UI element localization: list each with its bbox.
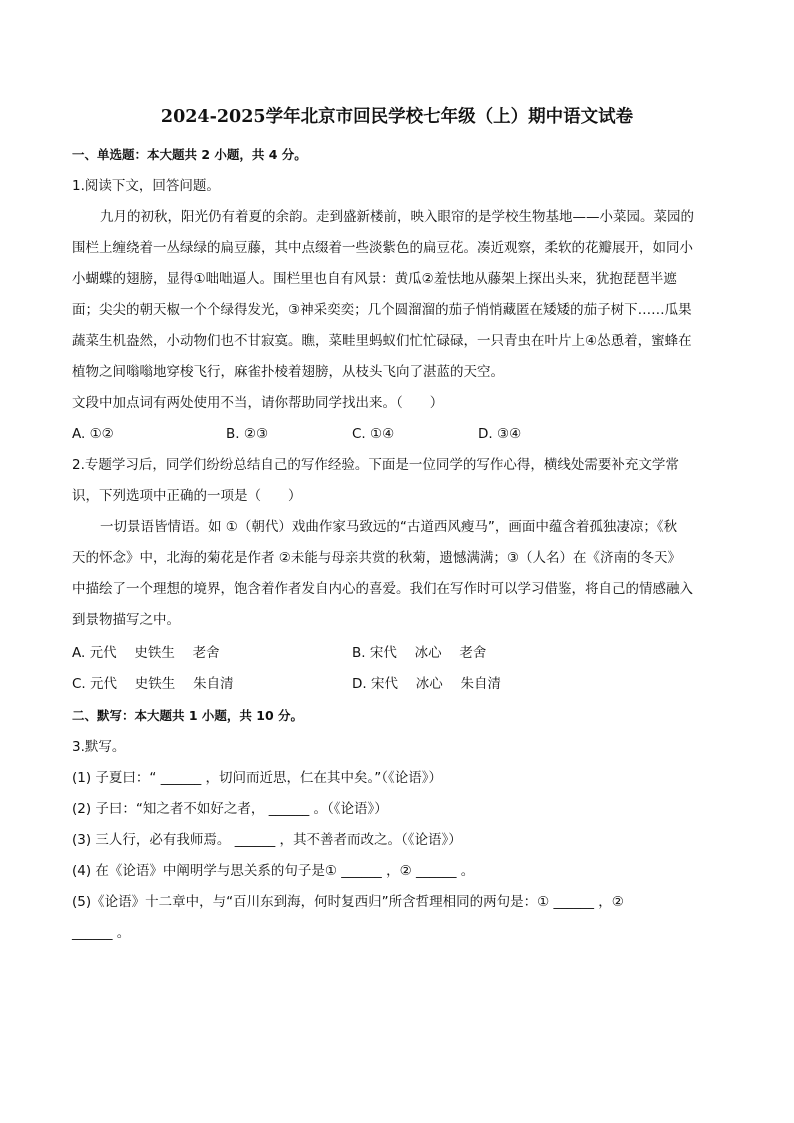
section-heading-dictation: 二、默写：本大题共 1 小题，共 10 分。 — [72, 708, 304, 723]
page-title: 2024-2025学年北京市回民学校七年级（上）期中语文试卷 — [160, 107, 634, 127]
q2-passage-line: 一切景语皆情语。如 ①（朝代）戏曲作家马致远的“古道西风瘦马”，画面中蕴含着孤独凄凉；《秋 — [100, 519, 678, 535]
q1-passage-line: 植物之间嗡嗡地穿梭飞行，麻雀扑棱着翅膀，从枝头飞向了湛蓝的天空。 — [72, 364, 504, 380]
q1-stem: 1.阅读下文，回答问题。 — [72, 178, 220, 194]
q3-item: (5)《论语》十二章中，与“百川东到海，何时复西归”所含哲理相同的两句是：① ______ ，② — [72, 894, 624, 910]
q2-option-c: C. 元代 史铁生 朱自清 — [72, 676, 234, 692]
q1-passage-line: 蔬菜生机盎然，小动物们也不甘寂寞。瞧，菜畦里蚂蚁们忙忙碌碌，一只青虫在叶片上④怂恿着，蜜蜂在 — [72, 333, 692, 349]
q3-item: (1) 子夏曰：“ ______ ，切问而近思，仁在其中矣。”（《论语》） — [72, 770, 442, 786]
q3-item-continuation: ______ 。 — [72, 925, 131, 941]
section-heading-single-choice: 一、单选题：本大题共 2 小题，共 4 分。 — [72, 147, 307, 162]
q2-option-b: B. 宋代 冰心 老舍 — [352, 645, 487, 661]
q3-item: (4) 在《论语》中阐明学与思关系的句子是① ______ ，② ______ 。 — [72, 863, 475, 879]
q2-stem: 识，下列选项中正确的一项是（ ） — [72, 488, 302, 504]
q1-option-a: A. ①② — [72, 426, 114, 442]
q2-passage-line: 中描绘了一个理想的境界，饱含着作者发自内心的喜爱。我们在写作时可以学习借鉴，将自己的情感融入 — [72, 581, 693, 597]
q3-item: (2) 子曰：“知之者不如好之者， ______ 。（《论语》） — [72, 801, 388, 817]
q1-option-b: B. ②③ — [226, 426, 269, 442]
q2-option-a: A. 元代 史铁生 老舍 — [72, 645, 220, 661]
q1-option-d: D. ③④ — [478, 426, 522, 442]
q3-item: (3) 三人行，必有我师焉。 ______ ，其不善者而改之。（《论语》） — [72, 832, 462, 848]
q1-passage-line: 围栏上缠绕着一丛绿绿的扁豆藤，其中点缀着一些淡紫色的扁豆花。凑近观察，柔软的花瓣展开，如同小 — [72, 240, 693, 256]
q1-option-c: C. ①④ — [352, 426, 395, 442]
q3-stem: 3.默写。 — [72, 739, 126, 755]
q2-option-d: D. 宋代 冰心 朱自清 — [352, 676, 502, 692]
q2-passage-line: 天的怀念》中，北海的菊花是作者 ②未能与母亲共赏的秋菊，遗憾满满；③（人名）在《济南的冬天》 — [72, 550, 681, 566]
q2-stem: 2.专题学习后，同学们纷纷总结自己的写作经验。下面是一位同学的写作心得，横线处需要补充文学常 — [72, 457, 679, 473]
q1-passage-line: 小蝴蝶的翅膀，显得①咄咄逼人。围栏里也自有风景：黄瓜②羞怯地从藤架上探出头来，犹抱琵琶半遮 — [72, 271, 677, 287]
q1-passage-line: 九月的初秋，阳光仍有着夏的余韵。走到盛新楼前，映入眼帘的是学校生物基地——小菜园。菜园的 — [100, 209, 694, 225]
q1-passage-line: 面；尖尖的朝天椒一个个绿得发光，③神采奕奕；几个圆溜溜的茄子悄悄藏匿在矮矮的茄子树下……瓜果 — [72, 302, 692, 318]
q1-question: 文段中加点词有两处使用不当，请你帮助同学找出来。（ ） — [72, 395, 444, 411]
q2-passage-line: 到景物描写之中。 — [72, 612, 180, 628]
